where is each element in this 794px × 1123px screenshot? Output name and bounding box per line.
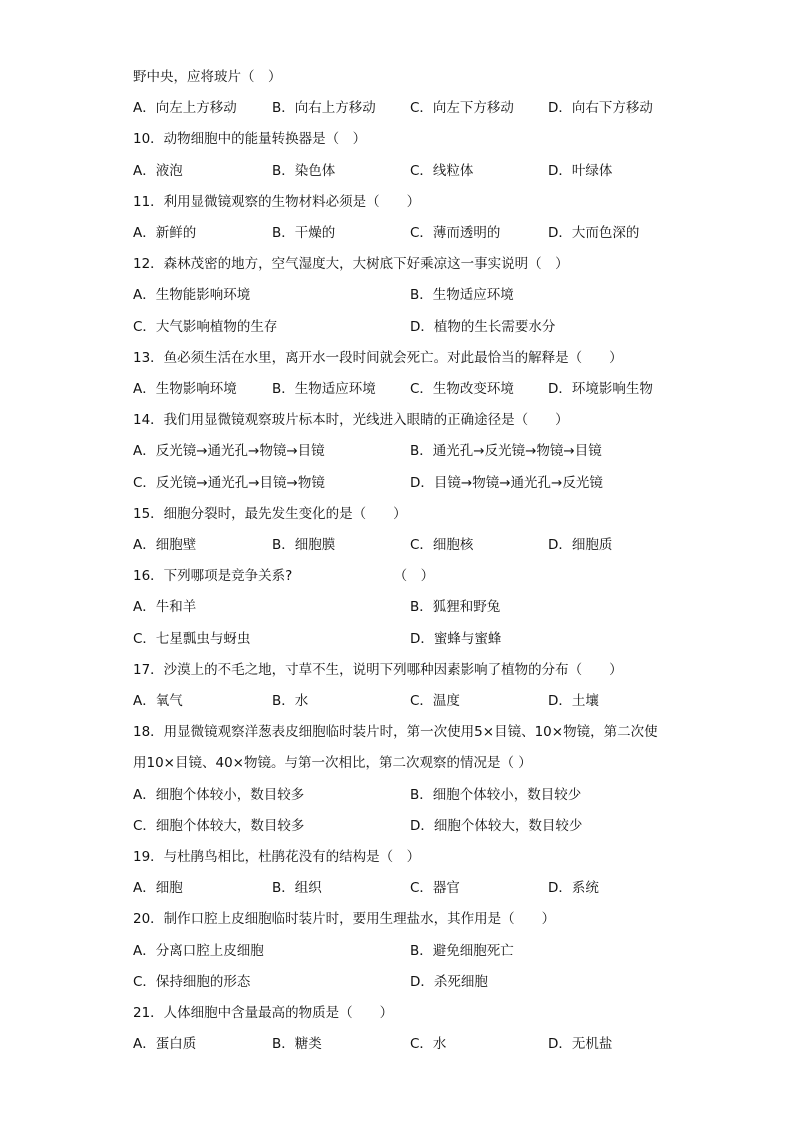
question-stem: 10．动物细胞中的能量转换器是（ ） — [133, 131, 367, 148]
option: C．细胞个体较大，数目较多 — [133, 817, 305, 834]
options-row — [133, 534, 674, 556]
option: A．生物影响环境 — [133, 381, 237, 397]
question-stem: 用10×目镜、40×物镜。与第一次相比，第二次观察的情况是（ ） — [133, 755, 532, 772]
option: B．狐狸和野兔 — [410, 599, 501, 616]
options-row — [133, 815, 674, 837]
option: D．细胞个体较大，数目较少 — [410, 817, 583, 834]
options-row — [133, 316, 674, 338]
option: B．组织 — [272, 880, 322, 897]
option: D．环境影响生物 — [548, 381, 653, 397]
option: A．生物能影响环境 — [133, 287, 251, 304]
option: A．牛和羊 — [133, 599, 197, 616]
question-stem: 11．利用显微镜观察的生物材料必须是（ ） — [133, 193, 421, 210]
question-stem: 19．与杜鹃鸟相比，杜鹃花没有的结构是（ ） — [133, 849, 421, 865]
option: B．水 — [272, 693, 309, 709]
option: A．分离口腔上皮细胞 — [133, 942, 264, 959]
question-stem: 21．人体细胞中含量最高的物质是（ ） — [133, 1005, 394, 1021]
options-row — [133, 1033, 674, 1055]
option: A．细胞壁 — [133, 537, 197, 553]
question-stem: 16．下列哪项是竞争关系? （ ） — [133, 568, 435, 585]
option: B．生物适应环境 — [410, 287, 514, 304]
option: A．液泡 — [133, 162, 183, 179]
options-row — [133, 596, 674, 618]
option: A．氧气 — [133, 693, 183, 709]
question-stem: 18．用显微镜观察洋葱表皮细胞临时装片时，第一次使用5×目镜、10×物镜，第二次使 — [133, 724, 658, 741]
options-row — [133, 284, 674, 306]
option: C．保持细胞的形态 — [133, 973, 251, 990]
option: D．无机盐 — [548, 1036, 613, 1053]
option: D．细胞质 — [548, 537, 613, 553]
option: A．蛋白质 — [133, 1036, 197, 1053]
options-row — [133, 97, 674, 119]
option: B．染色体 — [272, 162, 336, 179]
option: D．目镜→物镜→通光孔→反光镜 — [410, 474, 603, 491]
option: B．避免细胞死亡 — [410, 942, 514, 959]
options-row — [133, 784, 674, 806]
option: C．向左下方移动 — [410, 100, 514, 117]
option: C．七星瓢虫与蚜虫 — [133, 630, 251, 647]
options-row — [133, 378, 674, 400]
options-row — [133, 940, 674, 962]
question-stem: 17．沙漠上的不毛之地，寸草不生，说明下列哪种因素影响了植物的分布（ ） — [133, 661, 623, 678]
option: C．大气影响植物的生存 — [133, 318, 278, 335]
option: B．糖类 — [272, 1036, 322, 1053]
option: B．细胞个体较小，数目较少 — [410, 786, 582, 803]
option: A．新鲜的 — [133, 225, 197, 241]
option: C．线粒体 — [410, 162, 474, 179]
option: D．向右下方移动 — [548, 100, 653, 117]
question-stem: 14．我们用显微镜观察玻片标本时，光线进入眼睛的正确途径是（ ） — [133, 412, 569, 429]
option: D．植物的生长需要水分 — [410, 318, 556, 335]
option: B．通光孔→反光镜→物镜→目镜 — [410, 443, 602, 460]
option: C．反光镜→通光孔→目镜→物镜 — [133, 474, 325, 491]
options-row — [133, 971, 674, 993]
question-stem: 13．鱼必须生活在水里，离开水一段时间就会死亡。对此最恰当的解释是（ ） — [133, 349, 623, 366]
option: A．细胞 — [133, 880, 183, 897]
option: C．水 — [410, 1036, 447, 1053]
options-row — [133, 877, 674, 899]
question-stem: 12．森林茂密的地方，空气湿度大，大树底下好乘凉这一事实说明（ ） — [133, 256, 569, 273]
option: B．细胞膜 — [272, 537, 336, 553]
option: D．蜜蜂与蜜蜂 — [410, 630, 502, 647]
option: B．干燥的 — [272, 225, 336, 241]
options-row — [133, 628, 674, 650]
options-row — [133, 440, 674, 462]
option: D．叶绿体 — [548, 162, 613, 179]
option: C．生物改变环境 — [410, 381, 514, 397]
option: C．细胞核 — [410, 537, 474, 553]
options-row — [133, 472, 674, 494]
question-stem: 野中央，应将玻片（ ） — [133, 69, 282, 85]
option: C．器官 — [410, 880, 460, 897]
option: D．系统 — [548, 880, 599, 897]
option: D．杀死细胞 — [410, 973, 488, 990]
options-row — [133, 160, 674, 182]
option: B．向右上方移动 — [272, 100, 376, 117]
options-row — [133, 222, 674, 244]
options-row — [133, 690, 674, 712]
option: A．反光镜→通光孔→物镜→目镜 — [133, 443, 325, 460]
option: D．大而色深的 — [548, 225, 640, 241]
option: C．温度 — [410, 693, 460, 709]
question-stem: 20．制作口腔上皮细胞临时装片时，要用生理盐水，其作用是（ ） — [133, 911, 556, 928]
option: D．土壤 — [548, 693, 599, 709]
option: C．薄而透明的 — [410, 225, 501, 241]
option: B．生物适应环境 — [272, 381, 376, 397]
option: A．向左上方移动 — [133, 100, 237, 117]
option: A．细胞个体较小，数目较多 — [133, 786, 305, 803]
question-stem: 15．细胞分裂时，最先发生变化的是（ ） — [133, 505, 407, 522]
